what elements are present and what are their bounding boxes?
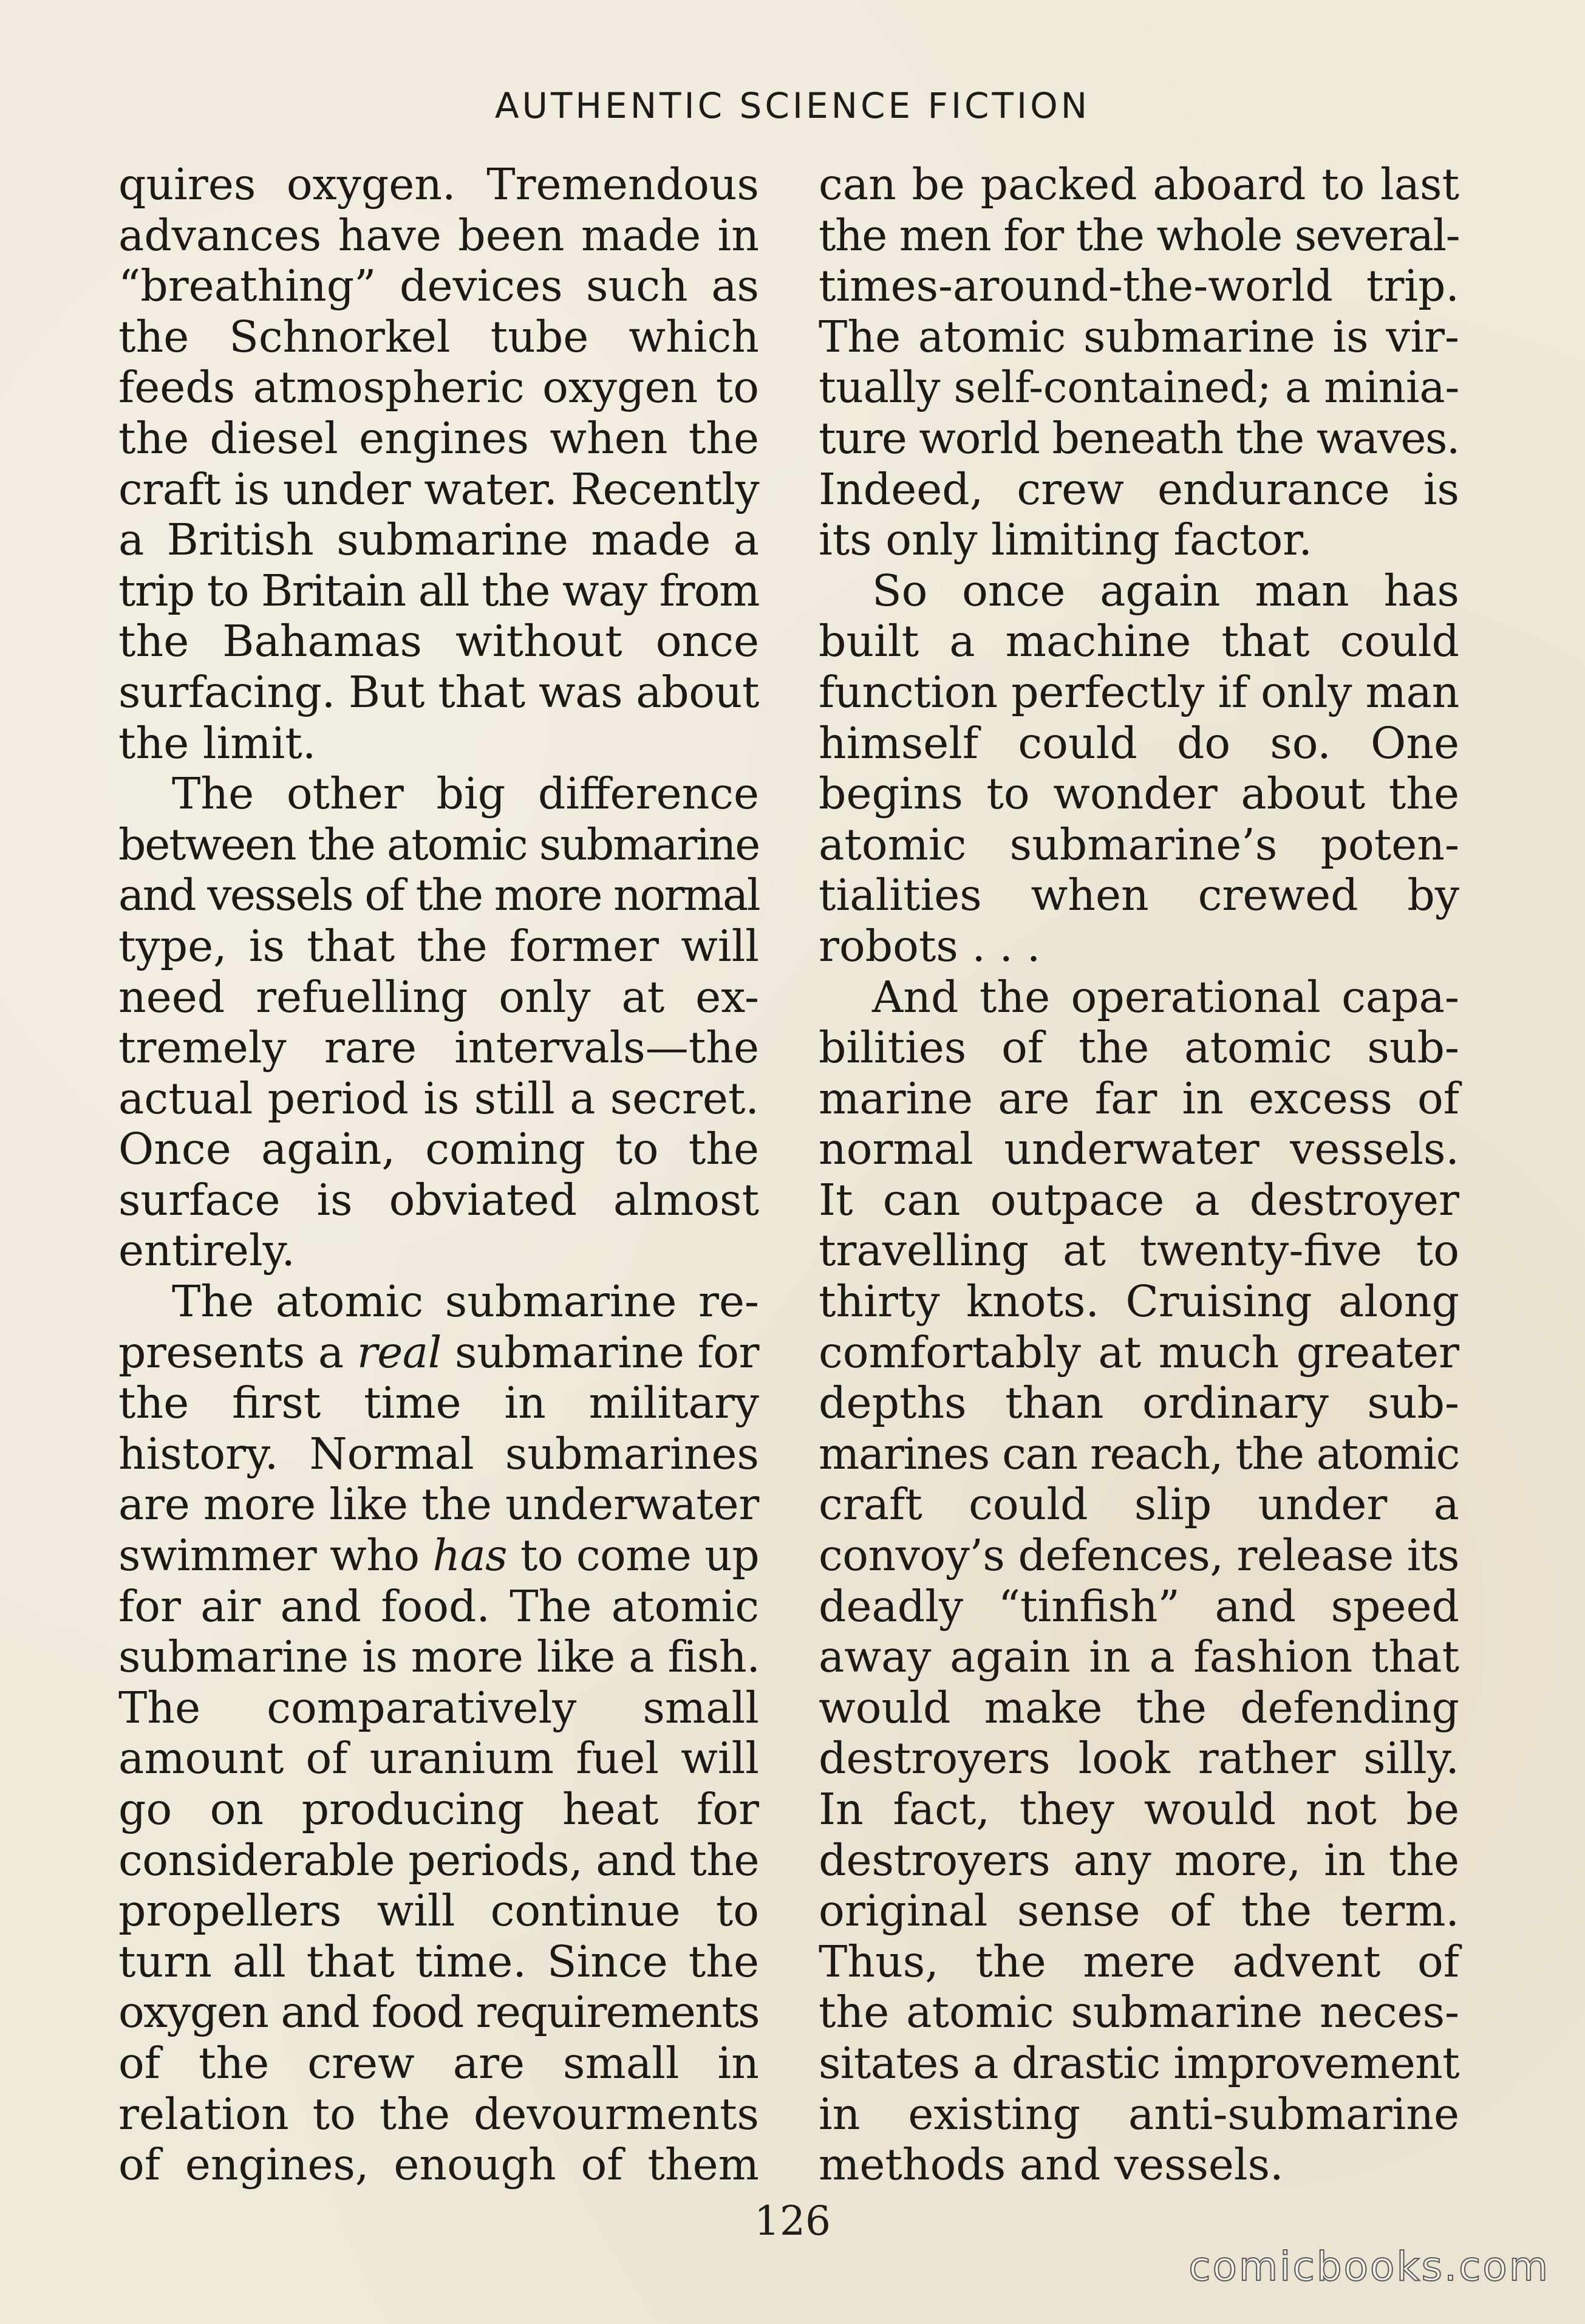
text-segment: presents a: [118, 1327, 357, 1378]
text-line: The comparatively small: [118, 1682, 759, 1733]
text-line: relation to the devourments: [118, 2088, 759, 2139]
text-line: advances have been made in: [118, 210, 759, 261]
text-line: can be packed aboard to last: [819, 159, 1459, 210]
text-line: destroyers any more, in the: [819, 1834, 1459, 1885]
text-line: Once again, coming to the: [118, 1124, 759, 1175]
text-line: in existing anti-submarine: [819, 2088, 1459, 2139]
text-line: And the operational capa-: [872, 971, 1459, 1022]
text-line: atomic submarine’s poten-: [819, 819, 1459, 870]
text-segment: submarine for: [441, 1327, 759, 1378]
text-line: So once again man has: [872, 565, 1459, 616]
text-line: for air and food. The atomic: [118, 1581, 759, 1632]
text-line: of the crew are small in: [118, 2037, 759, 2088]
text-line: and vessels of the more normal: [118, 870, 760, 921]
text-line: The atomic submarine re-: [172, 1276, 759, 1327]
text-line: submarine is more like a fish.: [118, 1632, 760, 1683]
watermark-logo: comicbooks.com: [1188, 2243, 1550, 2290]
italic-emphasis: real: [356, 1327, 441, 1378]
text-line: craft could slip under a: [819, 1479, 1459, 1530]
text-segment: swimmer who: [118, 1530, 433, 1581]
text-line: a British submarine made a: [118, 514, 759, 566]
text-line: marines can reach, the atomic: [819, 1428, 1459, 1479]
italic-emphasis: has: [432, 1530, 507, 1581]
text-line: oxygen and food requirements: [118, 1987, 760, 2038]
text-line: tually self-contained; a minia-: [819, 362, 1459, 413]
right-text-column: [819, 159, 1459, 2190]
text-line: sitates a drastic improvement: [819, 2037, 1459, 2088]
text-line: quires oxygen. Tremendous: [118, 159, 759, 210]
text-line: tremely rare intervals—the: [118, 1022, 759, 1073]
text-line: “breathing” devices such as: [118, 261, 759, 312]
text-line: between the atomic submarine: [118, 819, 760, 870]
text-line: The other big difference: [172, 768, 759, 819]
text-line: go on producing heat for: [118, 1784, 759, 1834]
text-line: entirely.: [118, 1225, 295, 1276]
text-line: feeds atmospheric oxygen to: [118, 362, 759, 413]
text-line: travelling at twenty-five to: [819, 1225, 1459, 1276]
text-line: trip to Britain all the way from: [118, 565, 759, 616]
text-line: convoy’s defences, release its: [819, 1530, 1459, 1581]
text-line: the limit.: [118, 717, 316, 768]
text-line: the first time in military: [118, 1378, 759, 1429]
text-line: the Bahamas without once: [118, 616, 759, 667]
text-line: robots . . .: [819, 920, 1041, 971]
text-line: In fact, they would not be: [819, 1784, 1459, 1834]
text-line: [118, 1530, 759, 1581]
text-line: normal underwater vessels.: [819, 1124, 1459, 1175]
text-line: of engines, enough of them: [118, 2139, 759, 2190]
text-line: begins to wonder about the: [819, 768, 1459, 819]
text-line: the men for the whole several-: [819, 210, 1460, 261]
text-line: away again in a fashion that: [819, 1632, 1459, 1683]
text-line: considerable periods, and the: [118, 1834, 760, 1885]
text-line: amount of uranium fuel will: [118, 1733, 759, 1784]
text-segment: to come up: [506, 1530, 760, 1581]
text-line: Indeed, crew endurance is: [819, 463, 1459, 514]
text-line: would make the defending: [819, 1682, 1459, 1733]
text-line: actual period is still a secret.: [118, 1073, 759, 1124]
text-line: surface is obviated almost: [118, 1174, 759, 1225]
text-line: deadly “tinfish” and speed: [819, 1581, 1459, 1632]
text-line: thirty knots. Cruising along: [819, 1276, 1459, 1327]
left-text-column: [118, 159, 759, 2190]
text-line: ture world beneath the waves.: [819, 412, 1459, 463]
page-number: 126: [754, 2198, 831, 2244]
text-line: craft is under water. Recently: [118, 463, 760, 514]
text-line: [118, 1327, 759, 1378]
running-head: AUTHENTIC SCIENCE FICTION: [494, 85, 1091, 126]
text-line: built a machine that could: [819, 616, 1459, 667]
text-line: tialities when crewed by: [819, 870, 1459, 921]
text-line: It can outpace a destroyer: [819, 1174, 1459, 1225]
text-line: turn all that time. Since the: [118, 1936, 759, 1987]
text-line: destroyers look rather silly.: [819, 1733, 1459, 1784]
text-line: history. Normal submarines: [118, 1428, 759, 1479]
text-line: original sense of the term.: [819, 1885, 1459, 1936]
text-line: are more like the underwater: [118, 1479, 760, 1530]
text-line: surfacing. But that was about: [118, 666, 759, 717]
text-line: times-around-the-world trip.: [819, 261, 1459, 312]
text-line: bilities of the atomic sub-: [819, 1022, 1459, 1073]
text-line: methods and vessels.: [819, 2139, 1284, 2190]
text-line: function perfectly if only man: [819, 666, 1459, 717]
text-line: the diesel engines when the: [118, 412, 759, 463]
text-line: propellers will continue to: [118, 1885, 759, 1936]
text-line: depths than ordinary sub-: [819, 1378, 1459, 1429]
text-line: The atomic submarine is vir-: [819, 311, 1459, 362]
text-line: comfortably at much greater: [819, 1327, 1459, 1378]
text-line: marine are far in excess of: [819, 1073, 1459, 1124]
text-line: Thus, the mere advent of: [819, 1936, 1459, 1987]
text-line: the atomic submarine neces-: [819, 1987, 1459, 2038]
text-line: need refuelling only at ex-: [118, 971, 759, 1022]
text-line: its only limiting factor.: [819, 514, 1312, 566]
text-line: himself could do so. One: [819, 717, 1459, 768]
text-line: the Schnorkel tube which: [118, 311, 759, 362]
text-line: type, is that the former will: [118, 920, 759, 971]
